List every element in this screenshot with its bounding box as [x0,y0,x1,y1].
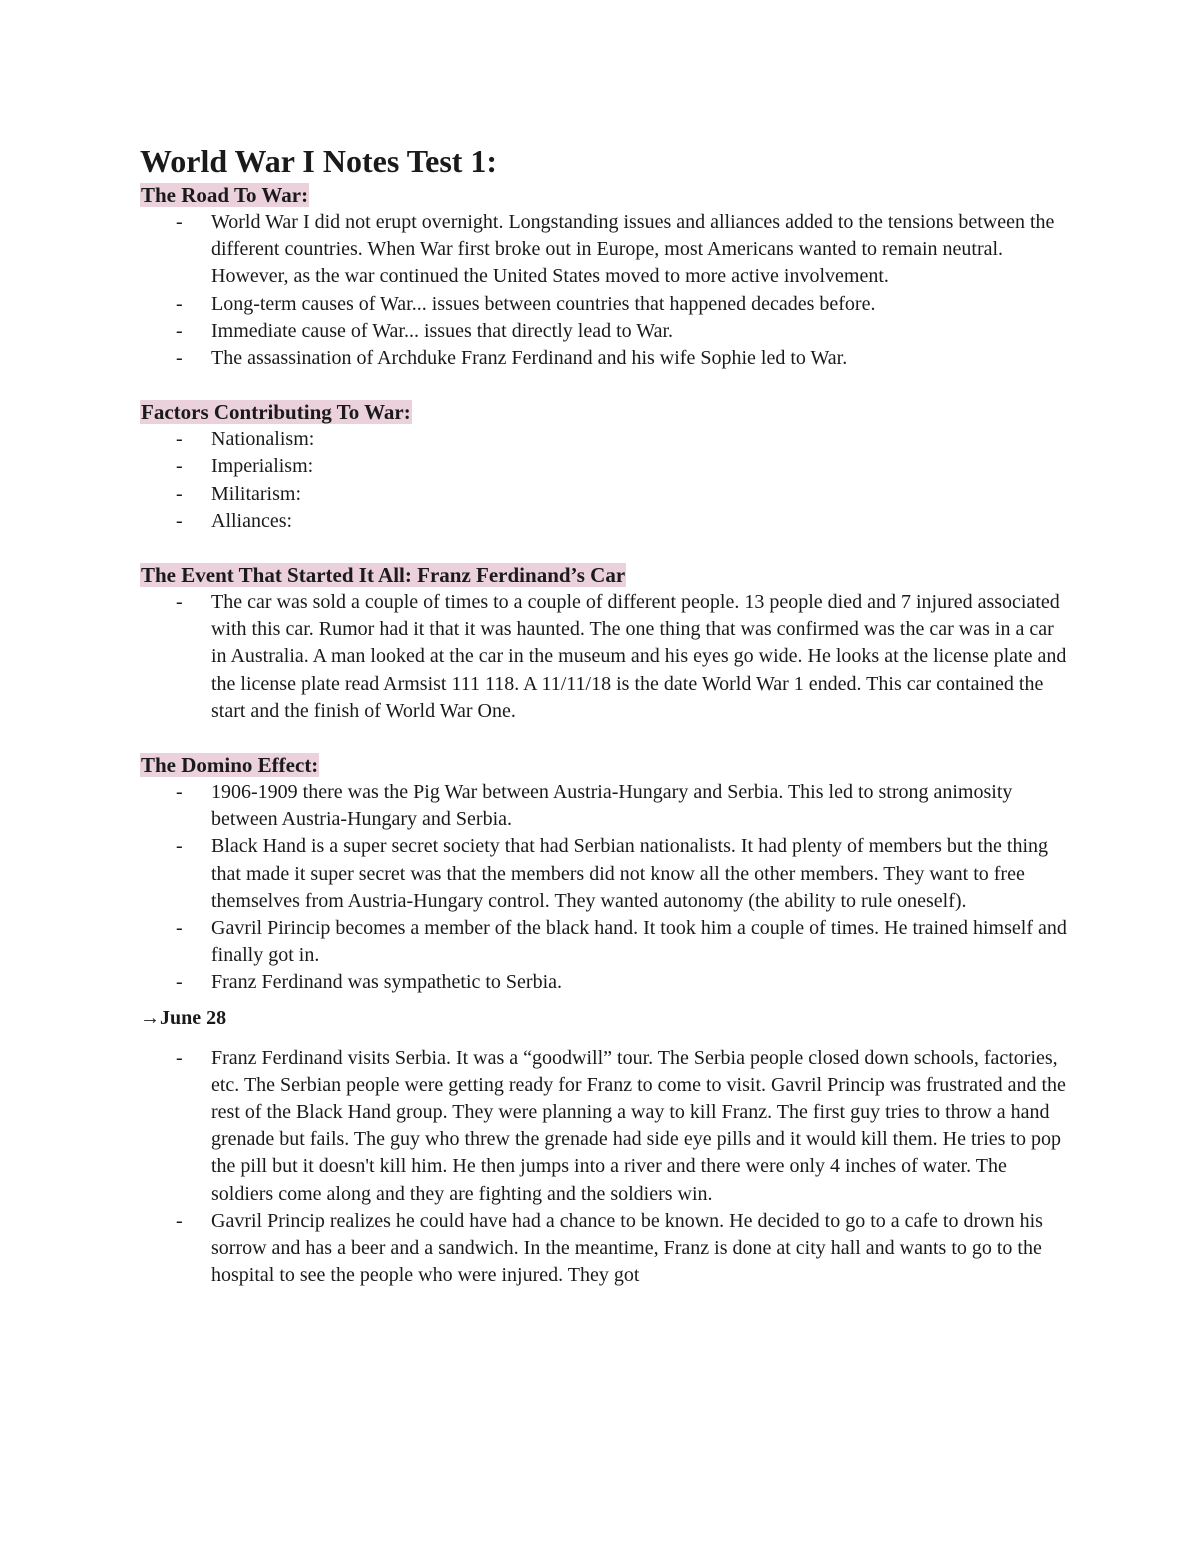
section-factors [140,399,1070,535]
list-item: - Gavril Pirincip becomes a member of the black hand. It took him a couple of times. He trained himself and finally got in. [176,917,1067,967]
list-item: - Gavril Princip realizes he could have had a chance to be known. He decided to go to a cafe to drown his sorrow and has a beer and a sandwich. In the meantime, Franz is done at city hall and wants to go to the hospital to see the people who were injured. They got [176,1209,1043,1287]
bullet-list [140,779,1070,997]
section-franz-ferdinand-car [140,562,1070,725]
section-domino-effect [140,752,1070,1289]
dash-bullet-icon: - [176,835,183,858]
dash-bullet-icon: - [176,292,183,315]
list-item: - World War I did not erupt overnight. Longstanding issues and alliances added to the tensions between the different countries. When War first broke out in Europe, most Americans wanted to remain neutral. However, as the war continued the United States moved to more active involvement. [176,211,1055,288]
dash-bullet-icon: - [176,347,183,370]
dash-bullet-icon: - [176,319,183,342]
bullet-list [140,1045,1070,1290]
list-item: - Long-term causes of War... issues between countries that happened decades before. [140,291,1070,318]
list-item: - Militarism: [140,481,1070,508]
dash-bullet-icon: - [176,781,183,804]
date-subheading: →June 28 [140,1006,227,1029]
dash-bullet-icon: - [176,1209,183,1232]
document-title: World War I Notes Test 1: [140,143,498,179]
dash-bullet-icon: - [176,455,183,478]
dash-bullet-icon: - [176,482,183,505]
dash-bullet-icon: - [176,1046,183,1069]
section-road-to-war [140,182,1070,372]
dash-bullet-icon: - [176,591,183,614]
section-heading: The Event That Started It All: Franz Ferdinand’s Car [141,563,626,588]
list-item: - Black Hand is a super secret society that had Serbian nationalists. It had plenty of members but the thing that made it super secret was that the members did not know all the other members. They want to free themselves from Austria-Hungary control. They wanted autonomy (the ability to rule oneself). [176,835,1049,912]
list-item: - Nationalism: [140,426,1070,453]
document-content [140,140,1070,1290]
bullet-list [140,589,1070,725]
dash-bullet-icon: - [176,428,183,451]
section-heading: Factors Contributing To War: [141,400,411,425]
bullet-list [140,209,1070,372]
dash-bullet-icon: - [176,211,183,233]
list-item: - Franz Ferdinand visits Serbia. It was a “goodwill” tour. The Serbia people closed down schools, factories, etc. The Serbian people were getting ready for Franz to come to visit. Gavril Princip was frustrated and the rest of the Black Hand group. They were planning a way to kill Franz. The first guy tries to throw a hand grenade but fails. The guy who threw the grenade had side eye pills and it would kill them. He tries to pop the pill but it doesn't kill him. He then jumps into a river and there were only 4 inches of water. The soldiers come along and they are fighting and the soldiers win. [176,1046,1066,1205]
list-item: - Imperialism: [140,453,1070,480]
bullet-list [140,426,1070,535]
dash-bullet-icon: - [176,509,183,532]
section-heading: The Road To War: [141,183,309,207]
list-item: - Franz Ferdinand was sympathetic to Serbia. [140,969,1070,996]
section-heading: The Domino Effect: [141,753,319,778]
list-item: - Immediate cause of War... issues that directly lead to War. [140,318,1070,345]
dash-bullet-icon: - [176,917,183,940]
list-item: - The assassination of Archduke Franz Ferdinand and his wife Sophie led to War. [140,345,1070,372]
list-item: - The car was sold a couple of times to a couple of different people. 13 people died and 7 injured associated with this car. Rumor had it that it was haunted. The one thing that was confirmed was the car was in a car in Australia. A man looked at the car in the museum and his eyes go wide. He looks at the license plate and the license plate read Armsist 111 118. A 11/11/18 is the date World War 1 ended. This car contained the start and the finish of World War One. [176,591,1067,722]
dash-bullet-icon: - [176,971,183,994]
list-item: - Alliances: [140,508,1070,535]
list-item: - 1906-1909 there was the Pig War between Austria-Hungary and Serbia. This led to strong animosity between Austria-Hungary and Serbia. [176,781,1013,831]
